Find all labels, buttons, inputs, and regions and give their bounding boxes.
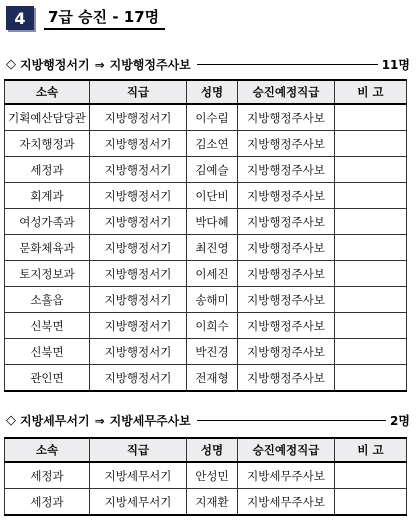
grade-cell: 지방행정서기 <box>90 157 187 183</box>
promoted-grade-cell: 지방행정주사보 <box>238 209 335 235</box>
table-row <box>5 287 407 313</box>
grade-cell: 지방행정서기 <box>90 365 187 392</box>
table-row <box>5 339 407 365</box>
grade-cell: 지방행정서기 <box>90 131 187 157</box>
dept-cell: 문화체육과 <box>5 235 90 261</box>
dept-cell: 신북면 <box>5 339 90 365</box>
grade-cell: 지방행정서기 <box>90 183 187 209</box>
table-row <box>5 131 407 157</box>
page-title: 7급 승진 - 17명 <box>44 7 165 30</box>
name-cell: 이수림 <box>187 104 238 131</box>
name-cell: 송해미 <box>187 287 238 313</box>
promoted-grade-cell: 지방세무주사보 <box>238 489 335 516</box>
arrow-icon: ⇒ <box>94 413 105 428</box>
dept-cell: 여성가족과 <box>5 209 90 235</box>
table-header-row <box>5 438 407 462</box>
column-header: 비 고 <box>335 438 407 462</box>
leader-line <box>197 64 378 65</box>
name-cell: 전재형 <box>187 365 238 392</box>
promoted-grade-cell: 지방세무주사보 <box>238 462 335 489</box>
grade-cell: 지방행정서기 <box>90 235 187 261</box>
table-row <box>5 489 407 516</box>
section2-heading <box>6 412 410 429</box>
dept-cell: 소흘읍 <box>5 287 90 313</box>
promoted-grade-cell: 지방행정주사보 <box>238 235 335 261</box>
page-header <box>6 6 165 30</box>
table-row <box>5 157 407 183</box>
dept-cell: 관인면 <box>5 365 90 392</box>
promoted-grade-cell: 지방행정주사보 <box>238 131 335 157</box>
remarks-cell <box>335 313 407 339</box>
name-cell: 최진영 <box>187 235 238 261</box>
grade-cell: 지방세무서기 <box>90 489 187 516</box>
column-header: 직급 <box>90 80 187 104</box>
dept-cell: 신북면 <box>5 313 90 339</box>
table-row <box>5 209 407 235</box>
column-header: 직급 <box>90 438 187 462</box>
table-header-row <box>5 80 407 104</box>
section2-table <box>4 437 407 516</box>
section2-count: 2명 <box>390 414 410 428</box>
promoted-grade-cell: 지방행정주사보 <box>238 313 335 339</box>
section1-to-grade: 지방행정주사보 <box>109 58 191 72</box>
dept-cell: 자치행정과 <box>5 131 90 157</box>
name-cell: 지재환 <box>187 489 238 516</box>
table-row <box>5 261 407 287</box>
promoted-grade-cell: 지방행정주사보 <box>238 183 335 209</box>
section2-to-grade: 지방세무주사보 <box>109 414 191 428</box>
arrow-icon: ⇒ <box>94 57 105 72</box>
dept-cell: 세정과 <box>5 462 90 489</box>
table-row <box>5 313 407 339</box>
name-cell: 김예슬 <box>187 157 238 183</box>
promoted-grade-cell: 지방행정주사보 <box>238 104 335 131</box>
column-header: 승진예정직급 <box>238 438 335 462</box>
name-cell: 김소연 <box>187 131 238 157</box>
column-header: 비 고 <box>335 80 407 104</box>
dept-cell: 회계과 <box>5 183 90 209</box>
section2-from-grade: 지방세무서기 <box>20 414 90 428</box>
remarks-cell <box>335 365 407 392</box>
promoted-grade-cell: 지방행정주사보 <box>238 261 335 287</box>
section1-from-grade: 지방행정서기 <box>20 58 90 72</box>
name-cell: 박다혜 <box>187 209 238 235</box>
table-row <box>5 235 407 261</box>
remarks-cell <box>335 157 407 183</box>
remarks-cell <box>335 261 407 287</box>
remarks-cell <box>335 339 407 365</box>
promoted-grade-cell: 지방행정주사보 <box>238 339 335 365</box>
remarks-cell <box>335 287 407 313</box>
name-cell: 이세진 <box>187 261 238 287</box>
remarks-cell <box>335 104 407 131</box>
dept-cell: 세정과 <box>5 157 90 183</box>
table-row <box>5 365 407 392</box>
diamond-icon: ◇ <box>6 413 16 428</box>
section1-heading <box>6 56 410 73</box>
grade-cell: 지방행정서기 <box>90 313 187 339</box>
dept-cell: 세정과 <box>5 489 90 516</box>
table-row <box>5 462 407 489</box>
remarks-cell <box>335 235 407 261</box>
section1-count: 11명 <box>381 58 410 72</box>
dept-cell: 기획예산담당관 <box>5 104 90 131</box>
column-header: 성명 <box>187 438 238 462</box>
leader-line <box>197 420 386 421</box>
remarks-cell <box>335 131 407 157</box>
remarks-cell <box>335 209 407 235</box>
table-row <box>5 183 407 209</box>
promoted-grade-cell: 지방행정주사보 <box>238 287 335 313</box>
name-cell: 박진경 <box>187 339 238 365</box>
promoted-grade-cell: 지방행정주사보 <box>238 157 335 183</box>
name-cell: 안성민 <box>187 462 238 489</box>
remarks-cell <box>335 462 407 489</box>
section1-table <box>4 79 407 392</box>
column-header: 소속 <box>5 438 90 462</box>
grade-cell: 지방행정서기 <box>90 261 187 287</box>
grade-cell: 지방행정서기 <box>90 104 187 131</box>
diamond-icon: ◇ <box>6 57 16 72</box>
remarks-cell <box>335 489 407 516</box>
dept-cell: 토지정보과 <box>5 261 90 287</box>
name-cell: 이단비 <box>187 183 238 209</box>
promoted-grade-cell: 지방행정주사보 <box>238 365 335 392</box>
grade-cell: 지방세무서기 <box>90 462 187 489</box>
grade-cell: 지방행정서기 <box>90 287 187 313</box>
column-header: 소속 <box>5 80 90 104</box>
table-row <box>5 104 407 131</box>
column-header: 성명 <box>187 80 238 104</box>
grade-cell: 지방행정서기 <box>90 209 187 235</box>
column-header: 승진예정직급 <box>238 80 335 104</box>
section-number-badge: 4 <box>6 6 34 30</box>
grade-cell: 지방행정서기 <box>90 339 187 365</box>
remarks-cell <box>335 183 407 209</box>
name-cell: 이희수 <box>187 313 238 339</box>
